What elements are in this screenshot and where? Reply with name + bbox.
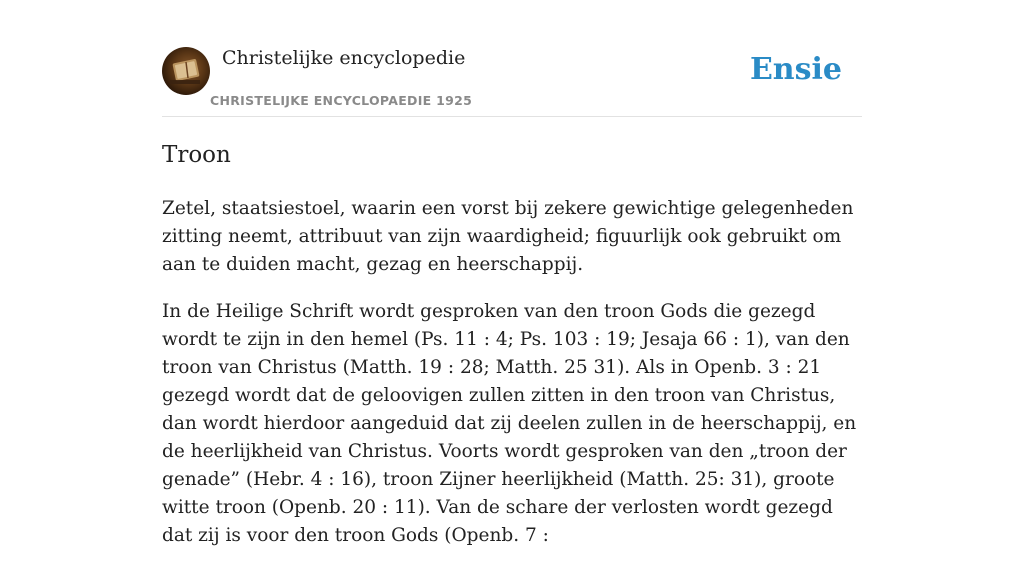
site-header bbox=[162, 46, 862, 117]
article bbox=[162, 140, 868, 569]
article-paragraph-scripture: In de Heilige Schrift wordt gesproken van den troon Gods die gezegd wordt te zijn in den hemel (Ps. 11 : 4; Ps. 103 : 19; Jesaja 66 : 1), van den troon van Christus (Matth. 19 : 28; Matth. 25 31). Als in Openb. 3 : 21 gezegd wordt dat de geloovigen zullen zitten in den troon van Christus, dan wordt hierdoor aangeduid dat zij deelen zullen in de heerschappij, en de heerlijkheid van Christus. Voorts wordt gesproken van den „troon der genade” (Hebr. 4 : 16), troon Zijner heerlijkheid (Matth. 25: 31), groote witte troon (Openb. 20 : 11). Van de schare der verlosten wordt gezegd dat zij is voor den troon Gods (Openb. 7 : bbox=[162, 301, 857, 546]
brand-logo-link[interactable]: Ensie bbox=[749, 52, 842, 87]
site-subtitle: CHRISTELIJKE ENCYCLOPAEDIE 1925 bbox=[210, 93, 473, 108]
book-icon[interactable] bbox=[162, 47, 210, 95]
article-paragraph-definition: Zetel, staatsiestoel, waarin een vorst bij zekere gewichtige gelegenheden zitting neemt, attribuut van zijn waardigheid; figuurlijk ook gebruikt om aan te duiden macht, gezag en heerschappij. bbox=[162, 198, 854, 275]
site-title[interactable]: Christelijke encyclopedie bbox=[222, 47, 466, 69]
article-title: Troon bbox=[162, 142, 231, 168]
